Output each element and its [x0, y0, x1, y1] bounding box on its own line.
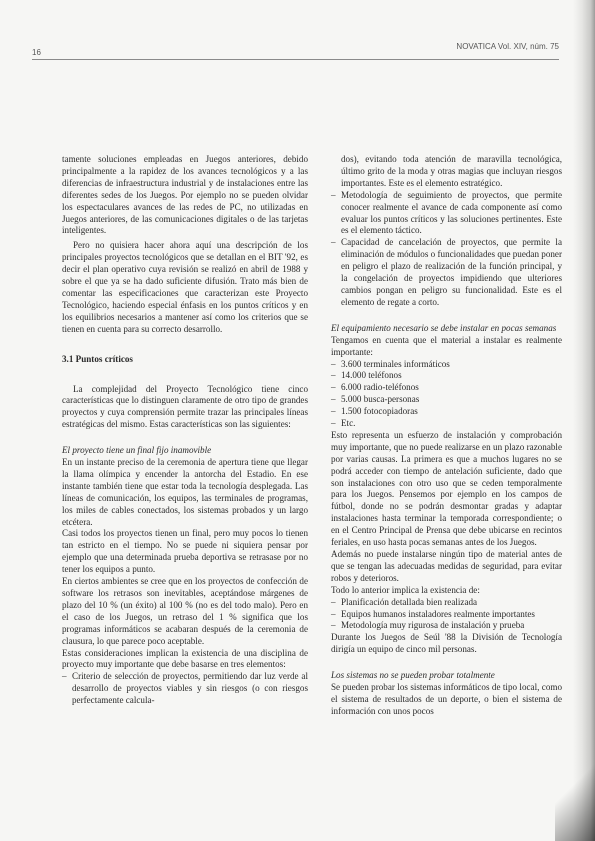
paragraph: tamente soluciones empleadas en Juegos anteriores, debido principalmente a la rapidez de los avances tecnológicos y a las diferencias de infraestructura industrial y de instalaciones entre las diferentes sedes de los Juegos. Por ejemplo no se pueden olvidar los espectaculares avances de las redes de PC, no utilizadas en Juegos anteriores, de las comunicaciones digitales o de las tarjetas inteligentes.: [62, 154, 308, 236]
list-item: – Planificación detallada bien realizada: [331, 597, 562, 609]
paragraph: Estas consideraciones implican la existencia de una disciplina de proyecto muy importante que debe basarse en tres elementos:: [62, 647, 308, 670]
paragraph: Se pueden probar los sistemas informáticos de tipo local, como el sistema de resultados de un deporte, o bien el sistema de información con unos pocos: [331, 682, 562, 716]
paragraph: Durante los Juegos de Seúl '88 la División de Tecnología dirigía un equipo de cinco mil personas.: [331, 632, 562, 655]
paragraph: Tengamos en cuenta que el material a instalar es realmente importante:: [331, 334, 562, 357]
paragraph: Casi todos los proyectos tienen un final, pero muy pocos lo tienen tan estricto en el tiempo. No se puede ni siquiera pensar por ejemplo que una determinada prueba deportiva se retrasase por no tener los equipos a punto.: [62, 528, 308, 575]
list-item: – Capacidad de cancelación de proyectos, que permite la eliminación de módulos o funcionalidades que puedan poner en peligro el plazo de realización de la función principal, y la congelación de proyectos impidiendo que ulteriores cambios pongan en peligro su funcionalidad. Este es el elemento de regate a corto.: [331, 237, 562, 308]
criteria-list-continued: [331, 190, 562, 309]
list-item: – 1.500 fotocopiadoras: [331, 406, 562, 418]
page-number: 16: [32, 48, 41, 57]
list-item: – Metodología muy rigurosa de instalación y prueba: [331, 620, 562, 632]
paragraph: La complejidad del Proyecto Tecnológico tiene cinco características que lo distinguen claramente de otro tipo de grandes proyectos y cuya comprensión permite trazar las principales líneas estratégicas del mismo. Estas características son las siguientes:: [62, 383, 308, 430]
paragraph: En ciertos ambientes se cree que en los proyectos de confección de software los retrasos son inevitables, aceptándose márgenes de plazo del 10 % (un éxito) al 100 % (no es del todo malo). Pero en el caso de los Juegos, un retraso del 1 % significa que los programas informáticos se acabaran después de la ceremonia de clausura, lo que parece poco aceptable.: [62, 576, 308, 646]
equipment-list: [331, 359, 562, 430]
list-item: – 14.000 teléfonos: [331, 370, 562, 382]
paragraph: Pero no quisiera hacer ahora aquí una descripción de los principales proyectos tecnológicos que se detallan en el BIT '92, es decir el plan operativo cuya revisión se realizó en abril de 1988 y sobre el que ya se ha dado suficiente difusión. Trato más bien de comentar las especificaciones que caracterizan este Proyecto Tecnológico, haciendo especial énfasis en los puntos críticos y en los equilibrios necesarios a mantener así como los criterios que se tienen en cuenta para su correcto desarrollo.: [62, 240, 308, 334]
list-item: – Equipos humanos instaladores realmente importantes: [331, 609, 562, 621]
paragraph: dos), evitando toda atención de maravilla tecnológica, último grito de la moda y otras magias que incluyan riesgos importantes. Este es el elemento estratégico.: [341, 154, 562, 188]
section-heading: 3.1 Puntos críticos: [62, 353, 133, 364]
right-column: [331, 154, 562, 718]
list-item: – Etc.: [331, 418, 562, 430]
paragraph: En un instante preciso de la ceremonia de apertura tiene que llegar la llama olímpica y encender la antorcha del Estadio. En ese instante también tiene que estar toda la tecnología desplegada. Las líneas de comunicación, los equipos, las terminales de programas, los miles de cables conectados, los sistemas probados y un largo etcétera.: [62, 457, 308, 527]
list-item: – 5.000 busca-personas: [331, 394, 562, 406]
list-item: – 6.000 radio-teléfonos: [331, 382, 562, 394]
paragraph: Todo lo anterior implica la existencia de:: [331, 584, 480, 595]
paragraph: Además no puede instalarse ningún tipo de material antes de que se tengan las adecuadas medidas de seguridad, para evitar robos y deterioros.: [331, 549, 562, 583]
header-rule: [32, 59, 559, 60]
page-corner-shadow: [555, 751, 595, 841]
page-header: [32, 42, 559, 58]
journal-title: NOVATICA Vol. XIV, núm. 75: [456, 42, 559, 51]
subheading: Los sistemas no se pueden probar totalmente: [331, 670, 495, 681]
list-item: – 3.600 terminales informáticos: [331, 359, 562, 371]
requirements-list: [331, 597, 562, 633]
list-item: – Criterio de selección de proyectos, permitiendo dar luz verde al desarrollo de proyectos viables y sin riesgos (o con riesgos perfectamente calcula-: [62, 671, 308, 707]
left-column: [62, 154, 308, 707]
list-item: – Metodología de seguimiento de proyectos, que permite conocer realmente el avance de cada componente así como evaluar los puntos críticos y las soluciones pertinentes. Este es el elemento táctico.: [331, 190, 562, 238]
criteria-list: [62, 671, 308, 707]
paragraph: Esto representa un esfuerzo de instalación y comprobación muy importante, que no puede realizarse en un plazo razonable por varias causas. La primera es que a muchos lugares no se podrá acceder con tiempo de antelación suficiente, dado que son instalaciones con otro uso que se ceden temporalmente para los Juegos. Pensemos por ejemplo en los campos de fútbol, donde no se podrán desmontar gradas y adaptar instalaciones hasta terminar la temporada correspondiente; o en el Centro Principal de Prensa que debe ubicarse en recintos feriales, en uso hasta pocas semanas antes de los Juegos.: [331, 429, 562, 548]
subheading: El equipamiento necesario se debe instalar en pocas semanas: [331, 322, 557, 333]
subheading: El proyecto tiene un final fijo inamovible: [62, 445, 212, 456]
page-edge: [573, 0, 595, 841]
